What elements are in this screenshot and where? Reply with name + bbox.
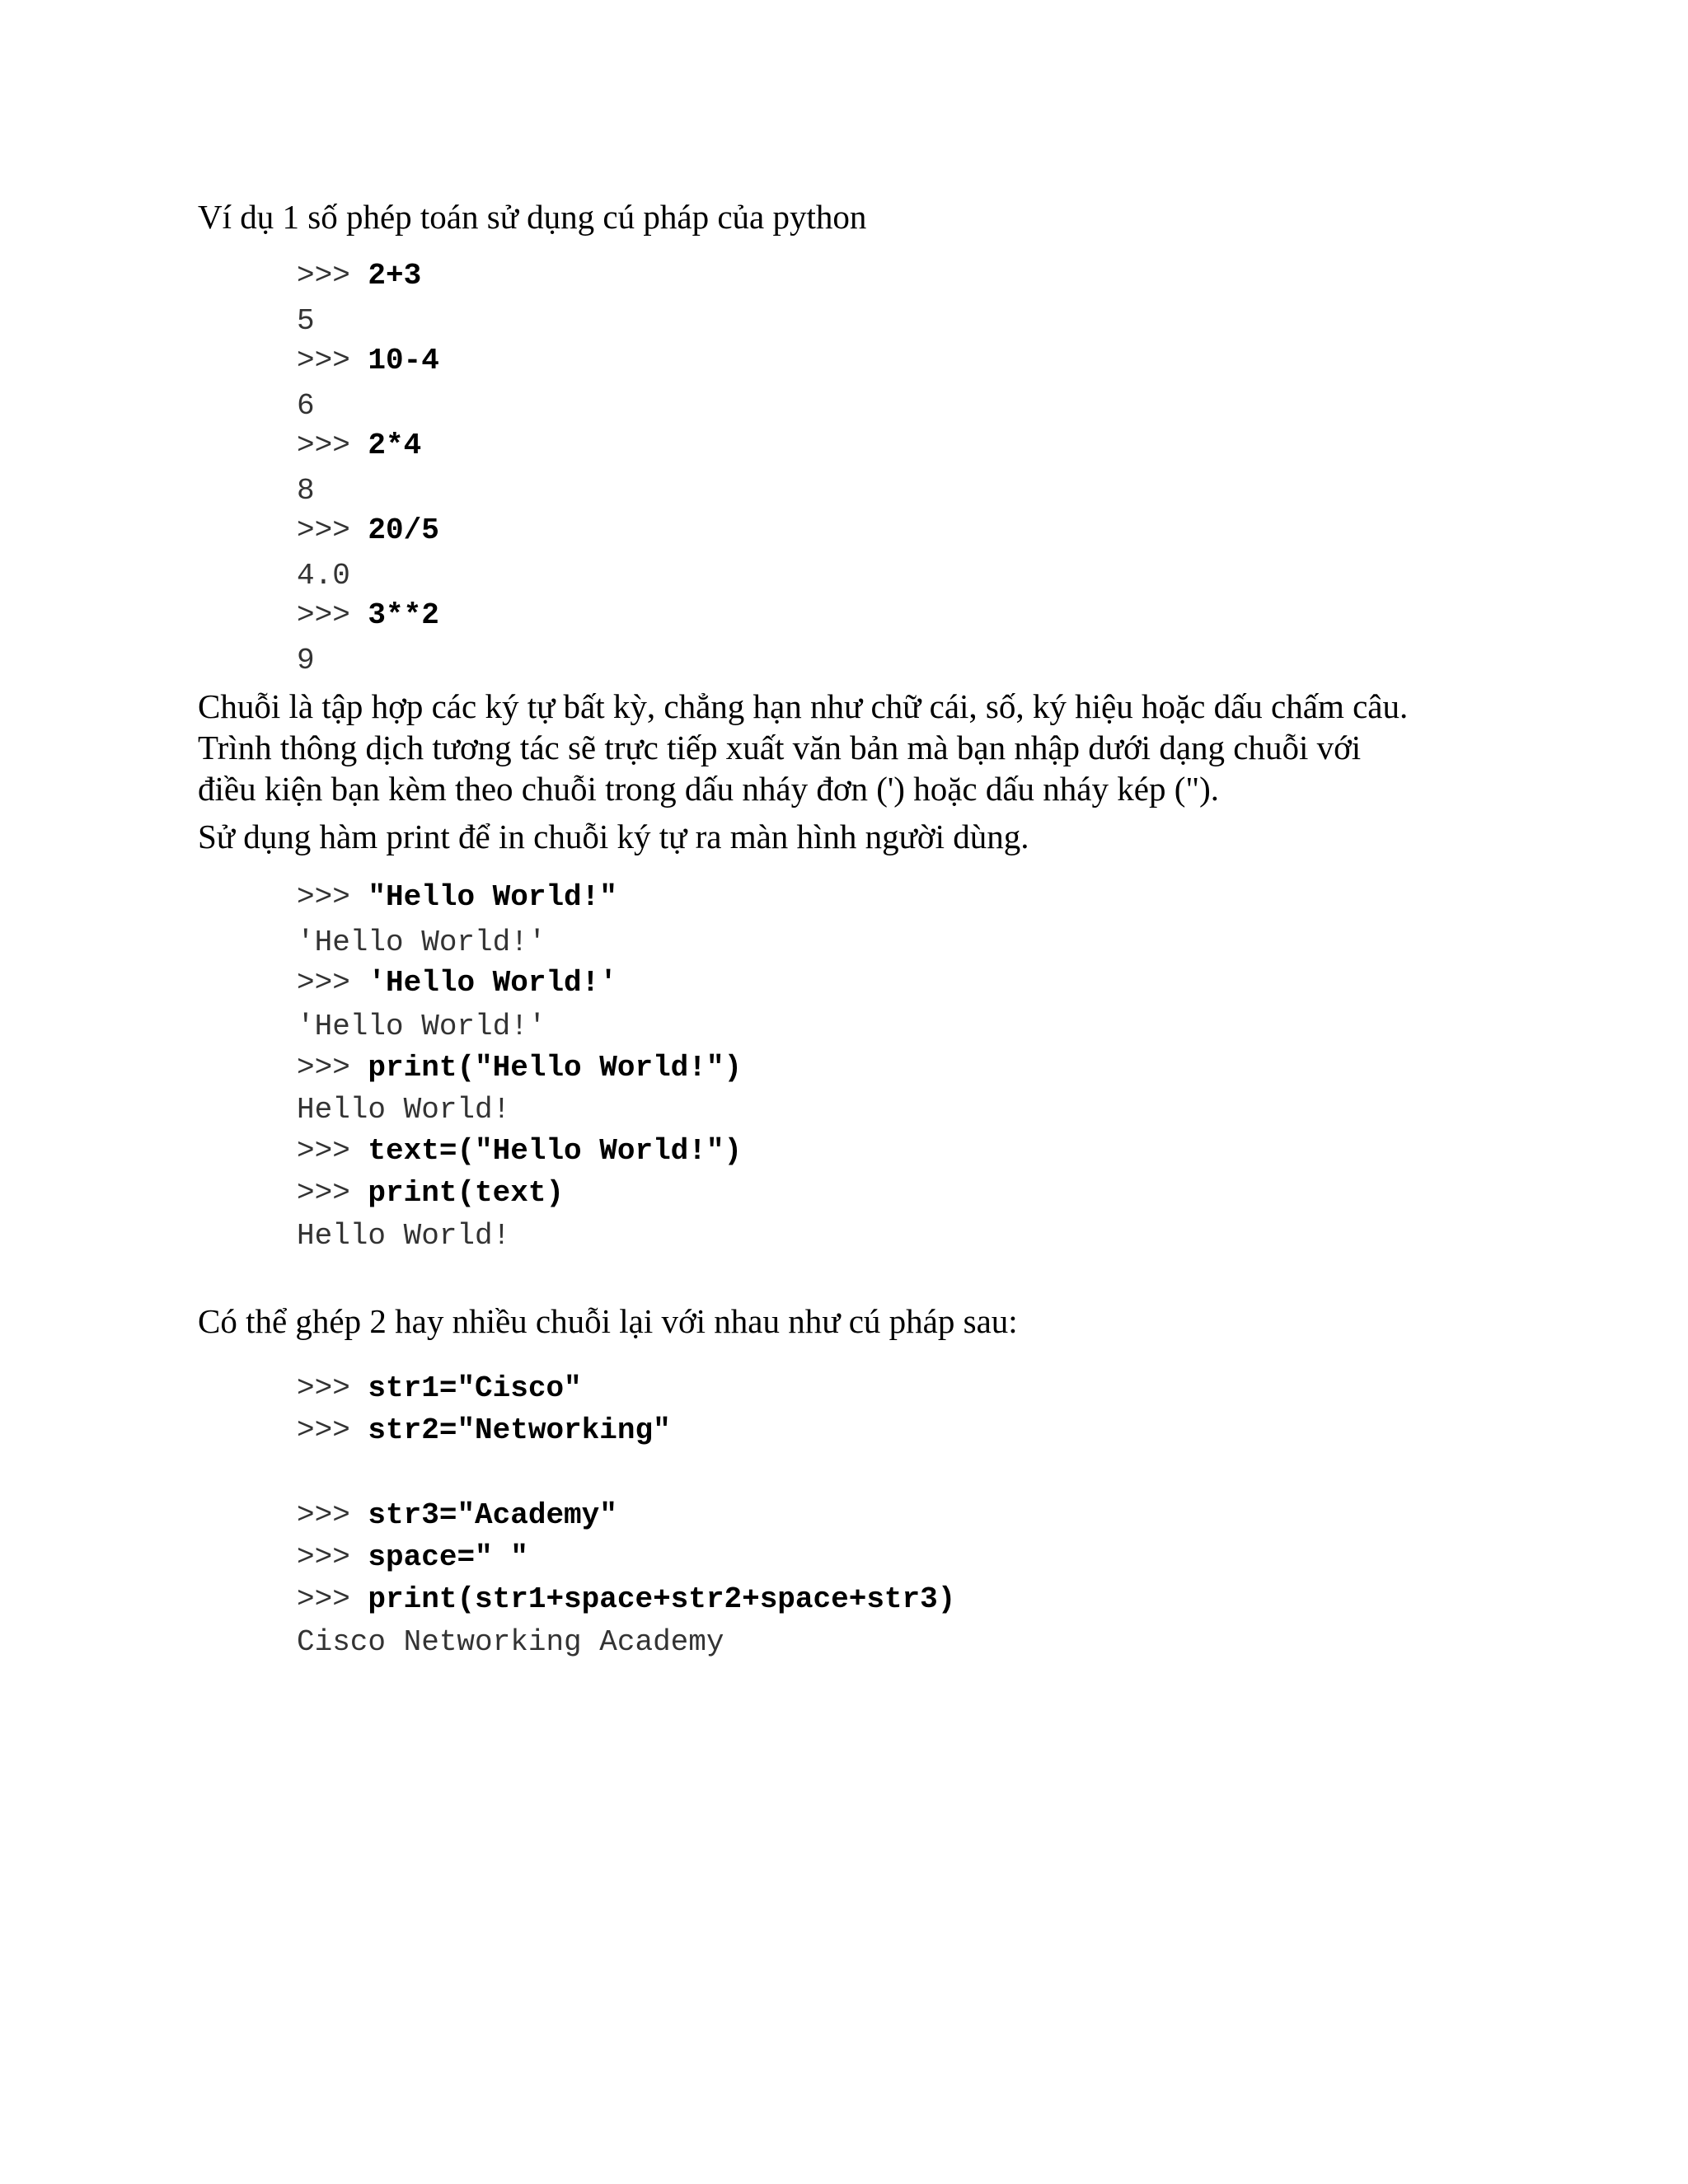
repl-prompt: >>>	[297, 1582, 368, 1616]
code-input-line	[297, 881, 617, 914]
string-paragraph-line-1: Chuỗi là tập hợp các ký tự bất kỳ, chẳng hạn như chữ cái, số, ký hiệu hoặc dấu chấm câu.	[198, 687, 1409, 725]
code-command: print("Hello World!")	[368, 1051, 743, 1085]
code-input-line	[297, 1177, 564, 1210]
code-input-line	[297, 1541, 528, 1574]
repl-prompt: >>>	[297, 344, 368, 377]
code-output-line: 8	[297, 474, 315, 508]
code-output-line: Hello World!	[297, 1093, 511, 1127]
code-input-line	[297, 1372, 582, 1405]
code-input-line	[297, 260, 421, 293]
repl-prompt: >>>	[297, 513, 368, 547]
code-command: str1="Cisco"	[368, 1371, 582, 1405]
repl-prompt: >>>	[297, 598, 368, 632]
code-output-line: 5	[297, 304, 315, 338]
code-input-line	[297, 1499, 617, 1532]
repl-prompt: >>>	[297, 259, 368, 293]
repl-prompt: >>>	[297, 1134, 368, 1168]
repl-prompt: >>>	[297, 1498, 368, 1532]
repl-prompt: >>>	[297, 880, 368, 914]
code-output-line: 'Hello World!'	[297, 926, 546, 959]
code-input-line	[297, 344, 439, 377]
code-input-line	[297, 1135, 742, 1168]
code-command: space=" "	[368, 1540, 528, 1574]
code-command: 3**2	[368, 598, 439, 632]
code-output-line: Hello World!	[297, 1219, 511, 1253]
string-paragraph-line-2: Trình thông dịch tương tác sẽ trực tiếp xuất văn bản mà bạn nhập dưới dạng chuỗi với	[198, 729, 1362, 766]
repl-prompt: >>>	[297, 429, 368, 462]
code-input-line	[297, 1414, 671, 1447]
code-output-line: 6	[297, 389, 315, 423]
code-command: 20/5	[368, 513, 439, 547]
repl-prompt: >>>	[297, 1371, 368, 1405]
code-command: print(text)	[368, 1176, 565, 1210]
math-intro-text: Ví dụ 1 số phép toán sử dụng cú pháp của python	[198, 198, 867, 236]
code-input-line	[297, 514, 439, 547]
repl-prompt: >>>	[297, 1176, 368, 1210]
code-command: str2="Networking"	[368, 1413, 671, 1447]
code-command: print(str1+space+str2+space+str3)	[368, 1582, 956, 1616]
code-input-line	[297, 967, 617, 1000]
code-command: str3="Academy"	[368, 1498, 617, 1532]
string-paragraph-line-3: điều kiện bạn kèm theo chuỗi trong dấu nháy đơn (') hoặc dấu nháy kép (").	[198, 770, 1219, 808]
code-input-line	[297, 1583, 955, 1616]
code-input-line	[297, 599, 439, 632]
code-input-line	[297, 1052, 742, 1085]
repl-prompt: >>>	[297, 1540, 368, 1574]
code-command: 2*4	[368, 429, 422, 462]
repl-prompt: >>>	[297, 1051, 368, 1085]
code-command: 10-4	[368, 344, 439, 377]
code-output-line: 'Hello World!'	[297, 1010, 546, 1043]
code-output-line: 9	[297, 644, 315, 677]
print-intro-text: Sử dụng hàm print để in chuỗi ký tự ra màn hình người dùng.	[198, 818, 1029, 855]
code-command: text=("Hello World!")	[368, 1134, 743, 1168]
code-output-line: Cisco Networking Academy	[297, 1625, 724, 1659]
code-command: 'Hello World!'	[368, 966, 617, 1000]
code-output-line: 4.0	[297, 559, 350, 593]
concat-intro-text: Có thể ghép 2 hay nhiều chuỗi lại với nhau như cú pháp sau:	[198, 1302, 1018, 1340]
code-command: "Hello World!"	[368, 880, 617, 914]
repl-prompt: >>>	[297, 1413, 368, 1447]
repl-prompt: >>>	[297, 966, 368, 1000]
code-command: 2+3	[368, 259, 422, 293]
code-input-line	[297, 429, 421, 462]
